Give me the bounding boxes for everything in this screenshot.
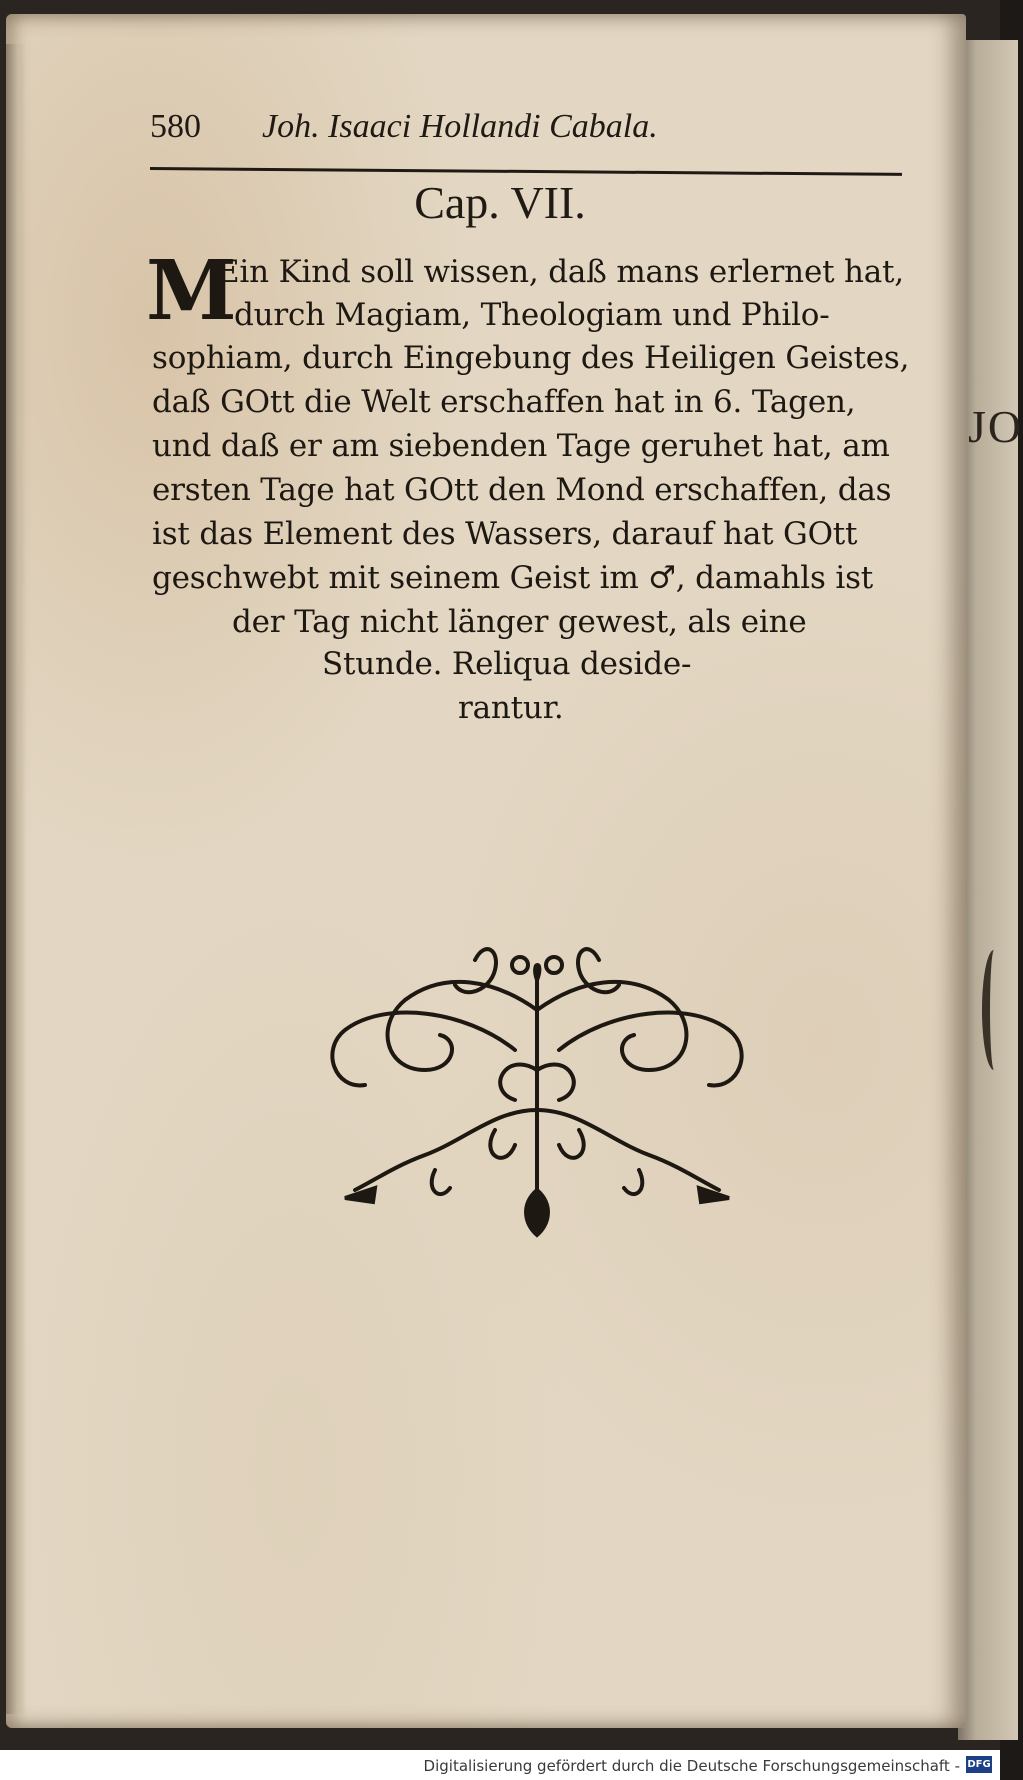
drop-cap-initial: M	[146, 243, 237, 339]
text-line: ist das Element des Wassers, darauf hat GOtt	[152, 516, 858, 552]
text-line: Stunde. Reliqua deside-	[322, 646, 692, 682]
running-head	[150, 108, 910, 158]
text-line: sophiam, durch Eingebung des Heiligen Geistes,	[152, 340, 910, 376]
page-number: 580	[150, 108, 201, 145]
chapter-heading: Cap. VII.	[414, 177, 586, 228]
text-line: ersten Tage hat GOtt den Mond erschaffen, das	[152, 472, 892, 508]
text-line: Ein Kind soll wissen, daß mans erlernet hat,	[217, 254, 904, 290]
facing-page	[958, 40, 1018, 1740]
dfg-logo: DFG	[966, 1756, 992, 1773]
facing-page-ornament	[982, 950, 1006, 1070]
text-line: und daß er am siebenden Tage geruhet hat, am	[152, 428, 890, 464]
text-line: rantur.	[458, 690, 564, 726]
text-line: der Tag nicht länger gewest, als eine	[232, 604, 807, 640]
text-line: geschwebt mit seinem Geist im ♂, damahls ist	[152, 560, 874, 596]
facing-page-text: JO	[968, 401, 1023, 452]
text-line: durch Magiam, Theologiam und Philo-	[234, 297, 830, 333]
digitization-footer	[0, 1750, 1000, 1780]
page-gutter-edge	[6, 44, 26, 1714]
running-title: Joh. Isaaci Hollandi Cabala.	[262, 108, 658, 145]
fleuron-ornament-icon	[315, 940, 760, 1245]
footer-credit: Digitalisierung gefördert durch die Deutsche Forschungsgemeinschaft -	[423, 1757, 960, 1775]
text-line: daß GOtt die Welt erschaffen hat in 6. Tagen,	[152, 384, 856, 420]
